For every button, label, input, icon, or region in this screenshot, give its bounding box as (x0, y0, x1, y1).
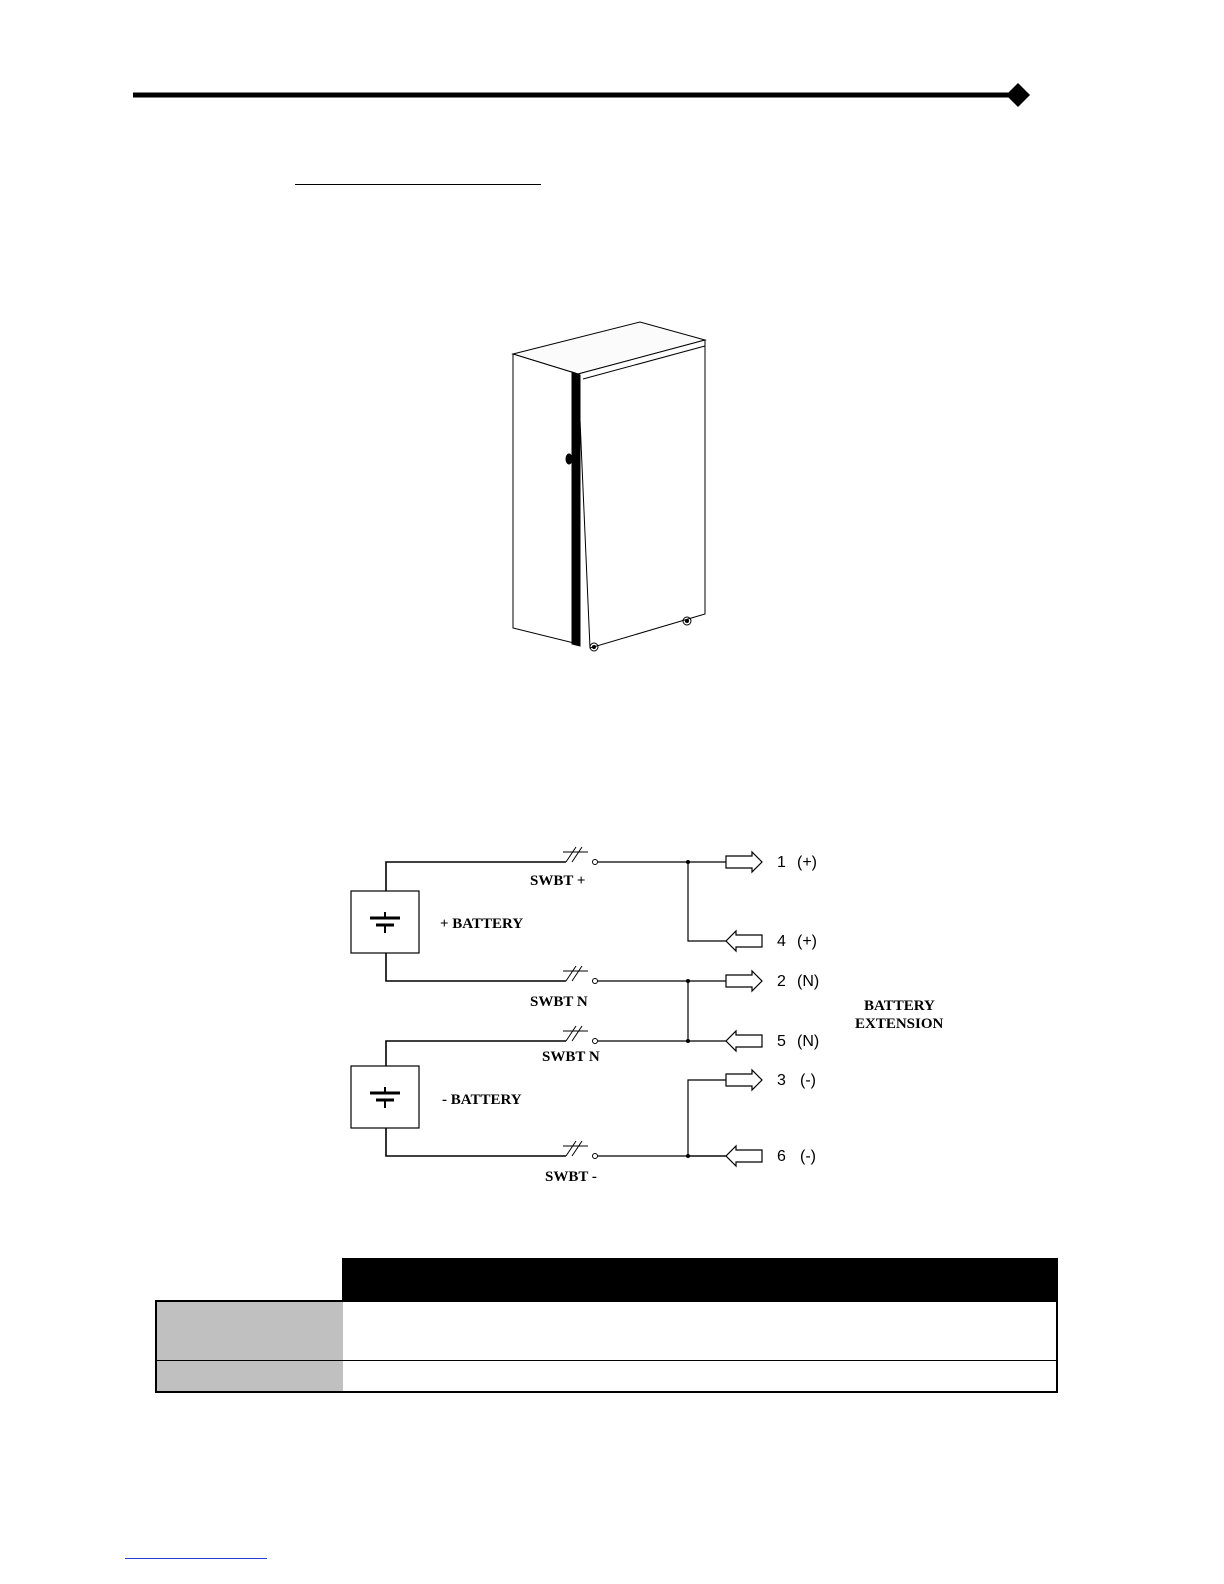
footer-link-underline (125, 1558, 267, 1559)
terminal-5-arrow-icon (726, 1031, 762, 1051)
label-swbt-n-top: SWBT N (530, 994, 588, 1010)
switch-swbt-plus-icon (563, 847, 588, 862)
terminal-2-polarity: (N) (797, 973, 820, 990)
header-rule (0, 0, 1224, 130)
cabinet-side (578, 340, 705, 648)
wire-pos-battery-bottom (386, 953, 566, 981)
cabinet-handle-icon (566, 454, 572, 464)
terminal-6-arrow-icon (726, 1146, 762, 1166)
terminal-1-arrow-icon (726, 852, 762, 872)
terminal-5-polarity: (N) (797, 1033, 820, 1050)
battery-cabinet-illustration (500, 318, 715, 658)
wire-neg-battery-top (386, 1041, 566, 1066)
switch-swbt-n-bottom-icon (563, 1026, 588, 1041)
label-battery-extension-line2: EXTENSION (855, 1016, 944, 1032)
cabinet-door (513, 354, 578, 644)
cabinet-door-edge (572, 372, 580, 646)
label-battery-extension-line1: BATTERY (864, 998, 935, 1014)
header-diamond-icon (1006, 83, 1030, 107)
switch-swbt-n-top-icon (563, 966, 588, 981)
terminal-2-arrow-icon (726, 971, 762, 991)
terminal-6-number: 6 (777, 1148, 786, 1165)
terminal-3-arrow-icon (726, 1070, 762, 1090)
terminal-3-polarity: (-) (800, 1072, 816, 1089)
label-pos-battery: + BATTERY (440, 916, 524, 932)
spec-table-body (155, 1300, 1058, 1393)
terminal-1-number: 1 (777, 854, 786, 871)
terminal-2-number: 2 (777, 973, 786, 990)
label-swbt-minus: SWBT - (545, 1169, 597, 1185)
wire-out-4 (688, 862, 726, 941)
terminal-5-number: 5 (777, 1033, 786, 1050)
spec-table-label-column (157, 1302, 343, 1391)
wire-neg-battery-bottom (386, 1128, 566, 1156)
terminal-4-number: 4 (777, 933, 786, 950)
wire-out-3 (688, 1080, 726, 1156)
battery-wiring-schematic (330, 838, 970, 1190)
terminal-4-polarity: (+) (797, 933, 817, 950)
spec-table-row-divider (157, 1360, 1056, 1361)
pos-battery-box (351, 891, 419, 953)
spec-table-header (342, 1258, 1058, 1302)
terminal-3-number: 3 (777, 1072, 786, 1089)
section-title-underline (295, 184, 541, 185)
terminal-6-polarity: (-) (800, 1148, 816, 1165)
spec-table (155, 1258, 1058, 1394)
switch-swbt-minus-icon (563, 1141, 588, 1156)
label-swbt-n-bottom: SWBT N (542, 1049, 600, 1065)
terminal-1-polarity: (+) (797, 854, 817, 871)
terminal-4-arrow-icon (726, 931, 762, 951)
label-neg-battery: - BATTERY (442, 1092, 522, 1108)
neg-battery-box (351, 1066, 419, 1128)
label-swbt-plus: SWBT + (530, 873, 586, 889)
